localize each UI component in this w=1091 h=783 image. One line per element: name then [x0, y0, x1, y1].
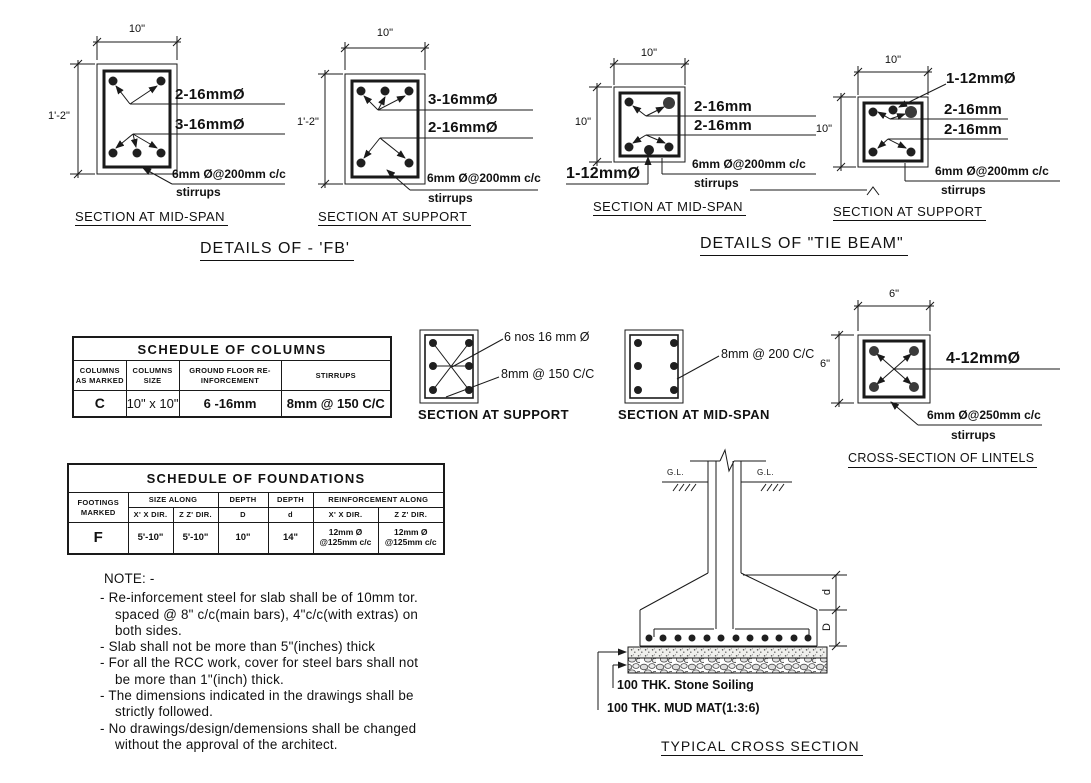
fb-midspan-stirrups-label: 6mm Ø@200mm c/c	[172, 167, 286, 181]
note-line: without the approval of the architect.	[115, 736, 338, 752]
column-support-caption: SECTION AT SUPPORT	[418, 407, 569, 422]
fb-midspan-bottom-bars-label: 3-16mmØ	[175, 116, 245, 133]
tie-support-width-dim: 10"	[884, 54, 902, 66]
columns-table-title: SCHEDULE OF COLUMNS	[73, 337, 391, 361]
lintel-width-dim: 6"	[888, 288, 900, 300]
schedule-of-foundations-table	[67, 463, 445, 555]
note-line: - No drawings/design/demensions shall be changed	[100, 720, 417, 736]
lintel-stirrups-word: stirrups	[951, 428, 996, 442]
fb-midspan-top-bars-label: 2-16mmØ	[175, 86, 245, 103]
column-midspan-ties-label: 8mm @ 200 C/C	[721, 347, 815, 361]
reinf-z-line2: @125mm c/c	[384, 536, 437, 547]
foundations-row-reinf-x	[313, 523, 378, 554]
tie-support-stirrups-label: 6mm Ø@200mm c/c	[935, 164, 1049, 178]
fb-support-section-drawing	[318, 42, 538, 190]
columns-row-marked: C	[73, 391, 126, 417]
ground-level-label-right: G.L.	[757, 468, 775, 477]
tie-support-caption: SECTION AT SUPPORT	[833, 205, 986, 221]
ground-level-label-left: G.L.	[667, 468, 685, 477]
fb-support-top-bars-label: 3-16mmØ	[428, 91, 498, 108]
foundations-subheader-d: d	[268, 508, 313, 523]
foundations-header-reinforcement-along: REINFORCEMENT ALONG	[313, 493, 444, 508]
notes-heading: NOTE: -	[104, 571, 155, 586]
foundations-header-size-along: SIZE ALONG	[128, 493, 218, 508]
fb-support-width-dim: 10"	[376, 27, 394, 39]
tie-support-height-dim: 10"	[815, 123, 833, 135]
note-line: strictly followed.	[115, 704, 214, 720]
note-line: - The dimensions indicated in the drawings shall be	[100, 688, 414, 704]
foundations-header-depth-d: DEPTH	[268, 493, 313, 508]
lintel-main-bars-label: 4-12mmØ	[946, 350, 1021, 367]
tie-support-extra-bar-label: 1-12mmØ	[946, 70, 1016, 87]
tie-midspan-stirrups-word: stirrups	[694, 176, 739, 190]
note-line: - For all the RCC work, cover for steel bars shall not	[100, 655, 419, 671]
foundations-subheader-z-dir: Z Z' DIR.	[173, 508, 218, 523]
note-line: spaced @ 8" c/c(main bars), 4"c/c(with extras) on	[115, 606, 419, 622]
tie-midspan-height-dim: 10"	[574, 116, 592, 128]
note-line: - Slab shall not be more than 5"(inches) thick	[100, 639, 376, 655]
typical-cross-section-drawing	[598, 450, 847, 710]
column-support-main-bars-label: 6 nos 16 mm Ø	[504, 330, 590, 344]
tie-midspan-bottom-bars-label: 2-16mm	[694, 117, 752, 134]
fb-midspan-section-drawing	[70, 36, 285, 184]
tie-support-stirrups-word: stirrups	[941, 183, 986, 197]
fb-support-caption: SECTION AT SUPPORT	[318, 210, 471, 226]
footing-dim-D: D	[820, 623, 833, 631]
typical-cross-section-caption: TYPICAL CROSS SECTION	[661, 739, 863, 756]
footing-dim-d: d	[821, 588, 834, 596]
columns-header-reinforcement: GROUND FLOOR RE-INFORCEMENT	[179, 361, 281, 391]
tie-midspan-width-dim: 10"	[640, 47, 658, 59]
fb-midspan-height-dim: 1'-2"	[48, 110, 70, 122]
foundations-subheader-reinf-x-dir: X' X DIR.	[313, 508, 378, 523]
schedule-of-columns-table	[72, 336, 392, 418]
columns-row-reinforcement: 6 -16mm	[179, 391, 281, 417]
tie-midspan-top-bars-label: 2-16mm	[694, 98, 752, 115]
fb-support-height-dim: 1'-2"	[297, 116, 319, 128]
fb-support-stirrups-word: stirrups	[428, 191, 473, 205]
foundations-subheader-x-dir: X' X DIR.	[128, 508, 173, 523]
fb-details-title: DETAILS OF - 'FB'	[200, 240, 354, 261]
foundations-row-marked: F	[68, 523, 128, 554]
column-support-ties-label: 8mm @ 150 C/C	[501, 367, 595, 381]
lintel-height-dim: 6"	[819, 358, 831, 370]
foundations-row-depth-d: 14"	[268, 523, 313, 554]
fb-support-bottom-bars-label: 2-16mmØ	[428, 119, 498, 136]
foundations-row-size-x: 5'-10"	[128, 523, 173, 554]
stone-soling-label: 100 THK. Stone Soiling	[617, 678, 754, 692]
lintel-caption: CROSS-SECTION OF LINTELS	[848, 452, 1037, 468]
fb-midspan-caption: SECTION AT MID-SPAN	[75, 210, 228, 226]
reinf-x-line2: @125mm c/c	[319, 536, 372, 547]
mud-mat-label: 100 THK. MUD MAT(1:3:6)	[607, 701, 760, 715]
fb-midspan-stirrups-word: stirrups	[176, 185, 221, 199]
foundations-subheader-D: D	[218, 508, 268, 523]
note-line: be more than 1"(inch) thick.	[115, 671, 284, 687]
tie-beam-details-title: DETAILS OF "TIE BEAM"	[700, 235, 908, 256]
columns-row-size: 10" x 10"	[126, 391, 179, 417]
foundations-subheader-reinf-z-dir: Z Z' DIR.	[378, 508, 444, 523]
foundations-header-depth-D: DEPTH	[218, 493, 268, 508]
tie-midspan-extra-bar-label: 1-12mmØ	[566, 165, 641, 182]
note-line: - Re-inforcement steel for slab shall be of 10mm tor.	[100, 590, 418, 606]
columns-row-stirrups: 8mm @ 150 C/C	[281, 391, 391, 417]
columns-header-marked: COLUMNS AS MARKED	[73, 361, 126, 391]
column-support-section-drawing	[420, 330, 503, 403]
reinf-x-line1: 12mm Ø	[328, 526, 363, 537]
tie-midspan-stirrups-label: 6mm Ø@200mm c/c	[692, 157, 806, 171]
column-midspan-section-drawing	[625, 330, 719, 403]
foundations-row-reinf-z	[378, 523, 444, 554]
foundations-row-size-z: 5'-10"	[173, 523, 218, 554]
column-midspan-caption: SECTION AT MID-SPAN	[618, 407, 770, 422]
fb-support-stirrups-label: 6mm Ø@200mm c/c	[427, 171, 541, 185]
reinf-z-line1: 12mm Ø	[393, 526, 428, 537]
tie-support-bottom-bars-label: 2-16mm	[944, 121, 1002, 138]
columns-header-size: COLUMNS SIZE	[126, 361, 179, 391]
tie-midspan-caption: SECTION AT MID-SPAN	[593, 200, 746, 216]
notes-block	[100, 571, 498, 753]
foundations-header-marked: FOOTINGS MARKED	[68, 493, 128, 523]
foundations-table-title: SCHEDULE OF FOUNDATIONS	[68, 464, 444, 493]
note-line: both sides.	[115, 622, 182, 638]
foundations-row-depth-D: 10"	[218, 523, 268, 554]
tie-support-top-bars-label: 2-16mm	[944, 101, 1002, 118]
lintel-stirrups-label: 6mm Ø@250mm c/c	[927, 408, 1041, 422]
columns-header-stirrups: STIRRUPS	[281, 361, 391, 391]
fb-midspan-width-dim: 10"	[128, 23, 146, 35]
